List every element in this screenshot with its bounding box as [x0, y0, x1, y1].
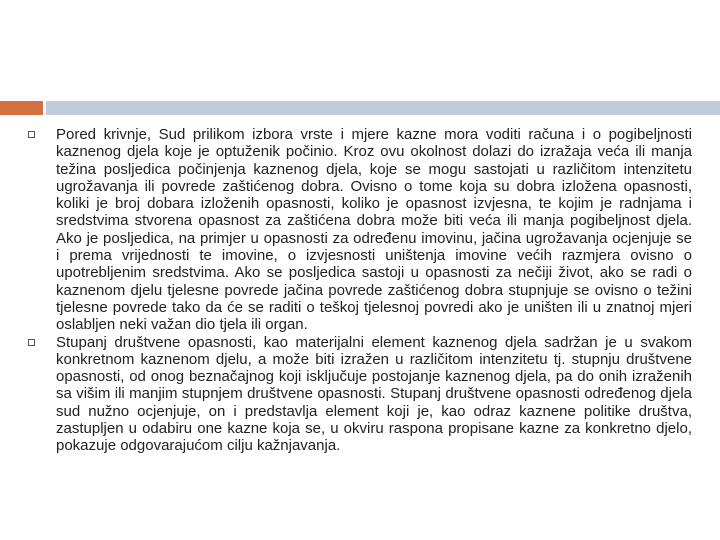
bullet-item [26, 126, 692, 334]
bullet-text: Stupanj društvene opasnosti, kao materijalni element kaznenog djela sadržan je u svakom konkretnom kaznenom djelu, a može biti izražen u različitom intenzitetu tj. stupnju društvene opasnosti, od onog beznačajnog koji isključuje postojanje kaznenog djela, pa do onih izraženih sa višim ili manjim stupnjem društvene opasnosti. Stupanj društvene opasnosti određenog djela sud nužno ocjenjuje, on i predstavlja element koji je, kao odraz kaznene politike društva, zastupljen u odabiru one kazne koja se, u okviru raspona propisane kazne za konkretno djelo, pokazuje odgovarajućom cilju kažnjavanja. [56, 333, 692, 455]
bullet-item [26, 334, 692, 455]
bullet-text: Pored krivnje, Sud prilikom izbora vrste i mjere kazne mora voditi računa i o pogibeljnosti kaznenog djela koje je optuženik počinio. Kroz ovu okolnost dolazi do izražaja veća ili manja težina posljedica počinjenja kaznenog djela, koje se mogu sastojati u različitom intenzitetu ugrožavanja ili povrede zaštićenog dobra. Ovisno o tome koja su dobra izložena opasnosti, koliki je broj dobara izloženih opasnosti, koliko je opasnost izvjesna, te kojim je radnjama i sredstvima stvorena opasnost za zaštićena dobra može biti veća ili manja pogibeljnost djela. Ako je posljedica, na primjer u opasnosti za određenu imovinu, jačina ugrožavanja ocjenjuje se i prema vrijednosti te imovine, o izvjesnosti uništenja imovine većih razmjera ovisno o upotrebljenim sredstvima. Ako se posljedica sastoji u opasnosti za nečiji život, ako se radi o kaznenom djelu tjelesne povrede jačina povrede zaštićenog dobra stupnjuje se ovisno o težini tjelesne povrede tako da će se raditi o teškoj tjelesnoj povredi ako je uništen ili u znatnoj mjeri oslabljen neki važan dio tjela ili organ. [56, 126, 692, 334]
square-bullet-icon [28, 339, 35, 346]
title-header-bar [46, 101, 720, 115]
title-accent-bar [0, 101, 43, 115]
square-bullet-icon [28, 131, 35, 138]
slide-body [26, 126, 692, 455]
